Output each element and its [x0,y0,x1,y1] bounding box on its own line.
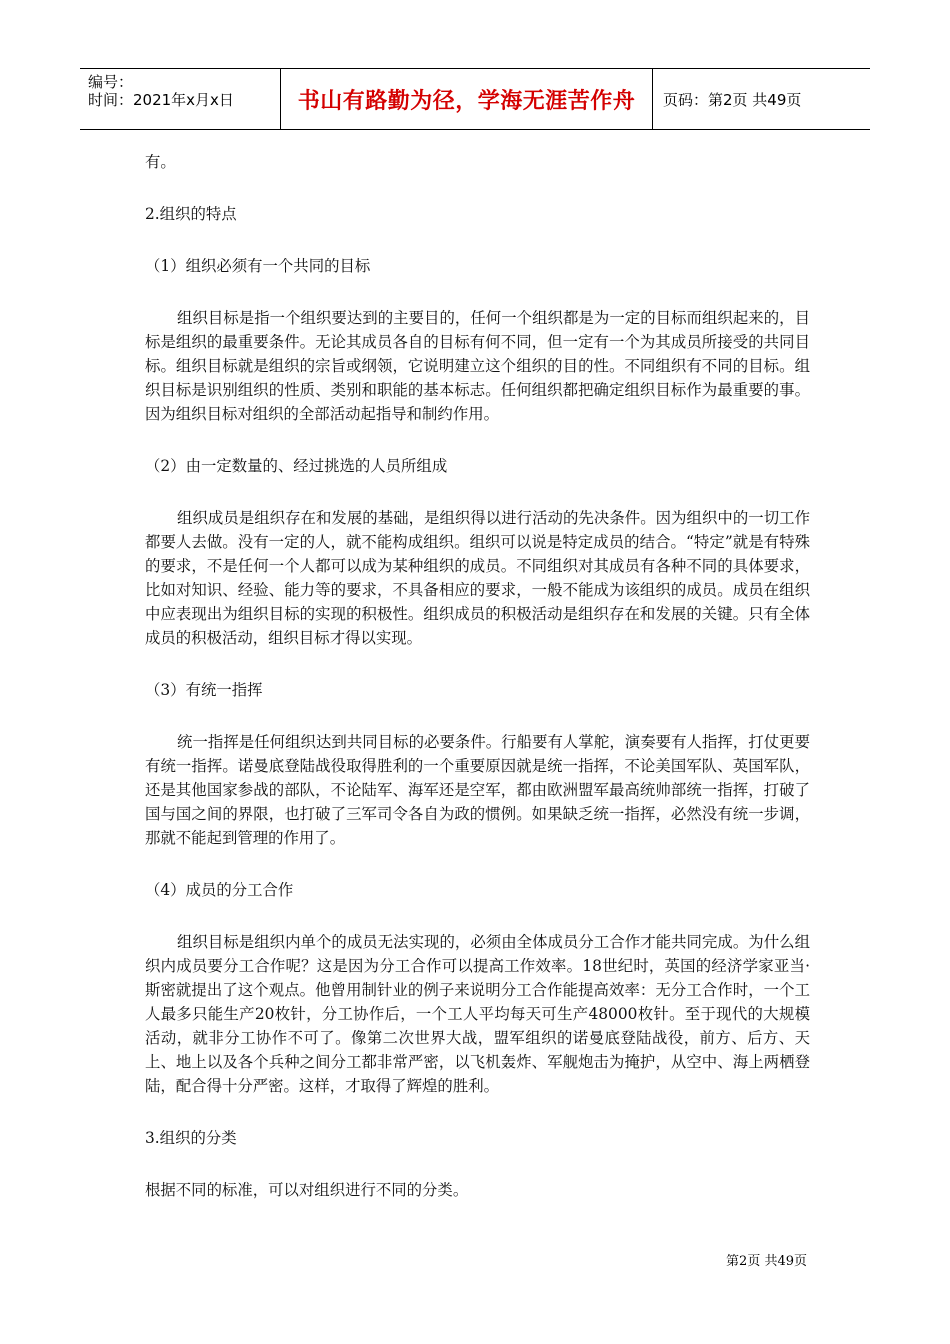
subsection-heading: （2）由一定数量的、经过挑选的人员所组成 [145,457,448,475]
paragraph: 组织目标是组织内单个的成员无法实现的，必须由全体成员分工合作才能共同完成。为什么组织内成员要分工合作呢？这是因为分工合作可以提高工作效率。18世纪时，英国的经济学家亚当·斯密就提出了这个观点。他曾用制针业的例子来说明分工合作能提高效率：无分工合作时，一个工人最多只能生产20枚针，分工协作后，一个工人平均每天可生产48000枚针。至于现代的大规模活动，就非分工协作不可了。像第二次世界大战，盟军组织的诺曼底登陆战役，前方、后方、天上、地上以及各个兵种之间分工都非常严密，以飞机轰炸、军舰炮击为掩护，从空中、海上两栖登陆，配合得十分严密。这样，才取得了辉煌的胜利。 [145,933,810,1095]
section-heading: 3.组织的分类 [145,1129,237,1147]
document-number-label: 编号： [88,73,134,91]
paragraph: 统一指挥是任何组织达到共同目标的必要条件。行船要有人掌舵，演奏要有人指挥，打仗更要有统一指挥。诺曼底登陆战役取得胜利的一个重要原因就是统一指挥，不论美国军队、英国军队，还是其他国家参战的部队，不论陆军、海军还是空军，都由欧洲盟军最高统帅部统一指挥，打破了国与国之间的界限，也打破了三军司令各自为政的惯例。如果缺乏统一指挥，必然没有统一步调，那就不能起到管理的作用了。 [145,733,810,847]
subsection-heading: （3）有统一指挥 [145,681,263,699]
header-motto: 书山有路勤为径，学海无涯苦作舟 [281,69,653,129]
paragraph-continuation: 有。 [145,153,176,171]
header-page-number: 页码：第2页 共49页 [663,90,802,109]
header-meta [80,69,281,129]
subsection-heading: （4）成员的分工合作 [145,881,294,899]
paragraph: 组织成员是组织存在和发展的基础，是组织得以进行活动的先决条件。因为组织中的一切工作都要人去做。没有一定的人，就不能构成组织。组织可以说是特定成员的结合。“特定”就是有特殊的要求，不是任何一个人都可以成为某种组织的成员。不同组织对其成员有各种不同的具体要求，比如对知识、经验、能力等的要求，不具备相应的要求，一般不能成为该组织的成员。成员在组织中应表现出为组织目标的实现的积极性。组织成员的积极活动是组织存在和发展的关键。只有全体成员的积极活动，组织目标才得以实现。 [145,509,810,647]
paragraph: 根据不同的标准，可以对组织进行不同的分类。 [145,1181,469,1199]
document-body [145,150,810,1202]
document-date-label: 时间：2021年x月x日 [88,91,234,109]
paragraph: 组织目标是指一个组织要达到的主要目的，任何一个组织都是为一定的目标而组织起来的，目标是组织的最重要条件。无论其成员各自的目标有何不同，但一定有一个为其成员所接受的共同目标。组织目标就是组织的宗旨或纲领，它说明建立这个组织的目的性。不同组织有不同的目标。组织目标是识别组织的性质、类别和职能的基本标志。任何组织都把确定组织目标作为最重要的事。因为组织目标对组织的全部活动起指导和制约作用。 [145,309,810,423]
page-header [80,68,870,130]
section-heading: 2.组织的特点 [145,205,237,223]
subsection-heading: （1）组织必须有一个共同的目标 [145,257,371,275]
page-footer: 第2页 共49页 [726,1254,807,1269]
